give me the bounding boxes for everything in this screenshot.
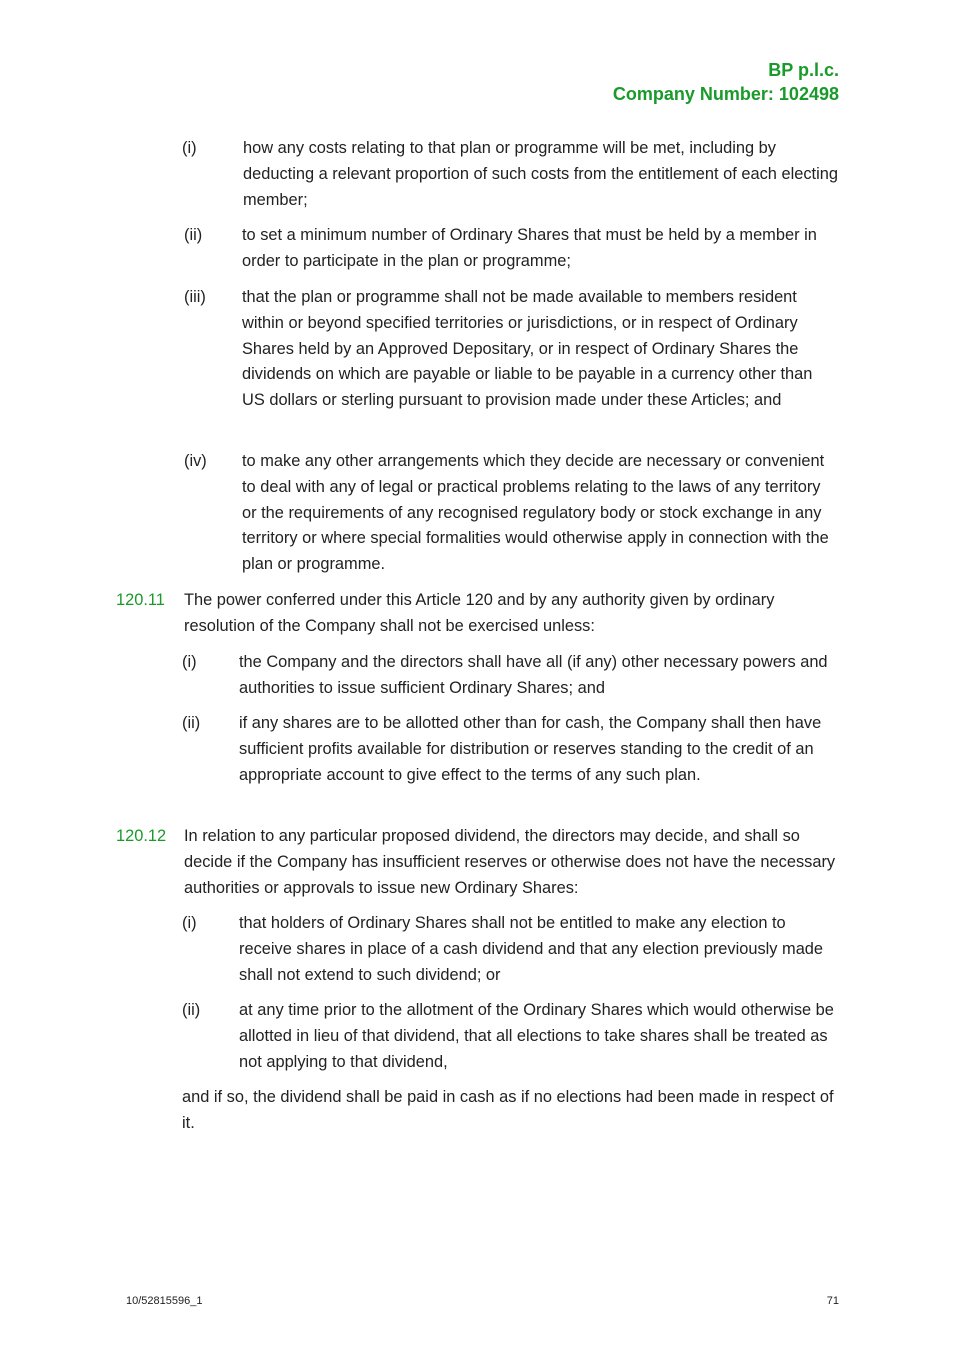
clause-text: The power conferred under this Article 120 and by any authority given by ordinary resolution of the Company shall not be exercised unless: (184, 591, 775, 635)
doc-reference: 10/52815596_1 (126, 1295, 203, 1307)
item-label: (i) (182, 139, 197, 157)
item-label: (i) (182, 914, 197, 932)
item-label: (ii) (182, 1001, 201, 1019)
page-number: 71 (826, 1295, 839, 1307)
closing-text: and if so, the dividend shall be paid in cash as if no elections had been made in respect of it. (182, 1088, 834, 1132)
clause-text: In relation to any particular proposed dividend, the directors may decide, and shall so decide if the Company has insufficient reserves or otherwise does not have the necessary authorities or approvals to issue new Ordinary Shares: (184, 827, 836, 897)
clause-number: 120.11 (116, 591, 165, 609)
item-label: (ii) (184, 226, 203, 244)
item-text: to set a minimum number of Ordinary Shares that must be held by a member in order to participate in the plan or programme; (242, 226, 817, 270)
item-text: to make any other arrangements which they decide are necessary or convenient to deal with any of legal or practical problems relating to the laws of any territory or the requirements of any recognised regulatory body or stock exchange in any territory or where special formalities would otherwise apply in connection with the plan or programme. (242, 452, 829, 574)
item-text: how any costs relating to that plan or programme will be met, including by deducting a relevant proportion of such costs from the entitlement of each electing member; (243, 139, 838, 209)
item-label: (iv) (184, 452, 207, 470)
item-text: that the plan or programme shall not be made available to members resident within or beyond specified territories or jurisdictions, or in respect of Ordinary Shares held by an Approved Depositary, or in respect of Ordinary Shares the dividends on which are payable or liable to be payable in a currency other than US dollars or sterling pursuant to provision made under these Articles; and (242, 288, 813, 410)
item-text: if any shares are to be allotted other than for cash, the Company shall then have sufficient profits available for distribution or reserves standing to the credit of an appropriate account to give effect to the terms of any such plan. (239, 714, 822, 784)
item-text: the Company and the directors shall have all (if any) other necessary powers and authorities to issue sufficient Ordinary Shares; and (239, 653, 828, 697)
item-label: (iii) (184, 288, 206, 306)
item-label: (i) (182, 653, 197, 671)
clause-number: 120.12 (116, 827, 167, 845)
company-name: BP p.l.c. (768, 60, 839, 80)
item-label: (ii) (182, 714, 201, 732)
page-header (613, 58, 839, 106)
company-number: Company Number: 102498 (612, 84, 839, 104)
item-text: that holders of Ordinary Shares shall not be entitled to make any election to receive shares in place of a cash dividend and that any election previously made shall not extend to such dividend; or (239, 914, 824, 984)
item-text: at any time prior to the allotment of the Ordinary Shares which would otherwise be allotted in lieu of that dividend, that all elections to take shares shall be treated as not applying to that dividend, (239, 1001, 834, 1071)
